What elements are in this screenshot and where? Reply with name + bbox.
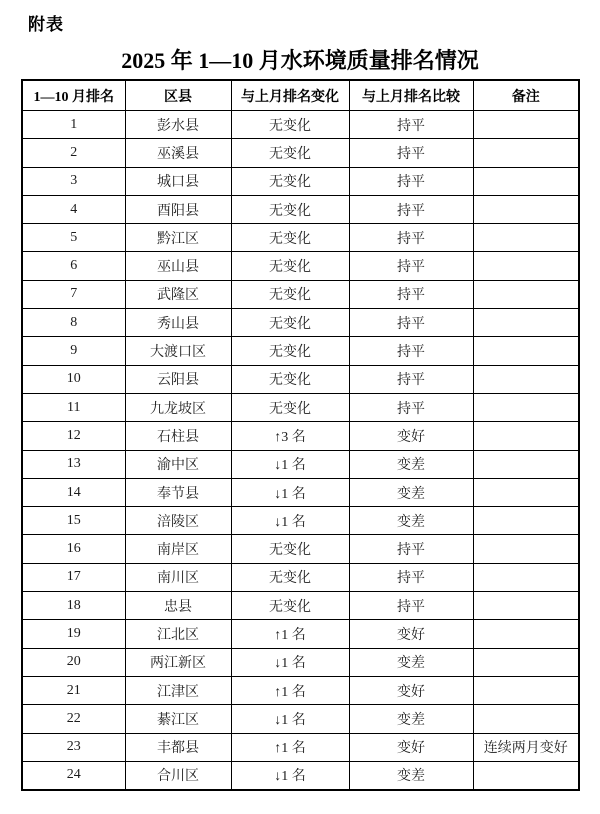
rank-cell: 9 — [22, 337, 125, 365]
table-row — [22, 252, 579, 280]
rank-cell: 14 — [22, 478, 125, 506]
district-cell: 九龙坡区 — [125, 393, 231, 421]
rank-cell: 20 — [22, 648, 125, 676]
district-cell: 黔江区 — [125, 224, 231, 252]
table-row — [22, 167, 579, 195]
district-cell: 武隆区 — [125, 280, 231, 308]
comparison-cell: 持平 — [349, 535, 473, 563]
rank-cell: 24 — [22, 761, 125, 790]
district-cell: 奉节县 — [125, 478, 231, 506]
remark-cell — [473, 478, 579, 506]
table-row — [22, 309, 579, 337]
comparison-cell: 变差 — [349, 705, 473, 733]
change-cell: ↓1 名 — [231, 507, 349, 535]
change-cell: ↑1 名 — [231, 733, 349, 761]
remark-cell — [473, 422, 579, 450]
comparison-cell: 持平 — [349, 309, 473, 337]
table-row — [22, 676, 579, 704]
district-cell: 丰都县 — [125, 733, 231, 761]
column-header-rank: 1—10 月排名 — [22, 80, 125, 111]
table-row — [22, 139, 579, 167]
district-cell: 江津区 — [125, 676, 231, 704]
table-row — [22, 733, 579, 761]
district-cell: 秀山县 — [125, 309, 231, 337]
district-cell: 两江新区 — [125, 648, 231, 676]
table-header — [22, 80, 579, 111]
change-cell: ↑1 名 — [231, 620, 349, 648]
remark-cell — [473, 252, 579, 280]
remark-cell — [473, 761, 579, 790]
column-header-comparison_vs_last_month: 与上月排名比较 — [349, 80, 473, 111]
rank-cell: 11 — [22, 393, 125, 421]
rank-cell: 6 — [22, 252, 125, 280]
table-row — [22, 648, 579, 676]
table-row — [22, 422, 579, 450]
district-cell: 大渡口区 — [125, 337, 231, 365]
rank-cell: 15 — [22, 507, 125, 535]
remark-cell — [473, 648, 579, 676]
district-cell: 石柱县 — [125, 422, 231, 450]
comparison-cell: 变差 — [349, 478, 473, 506]
rank-cell: 13 — [22, 450, 125, 478]
change-cell: 无变化 — [231, 195, 349, 223]
rank-cell: 17 — [22, 563, 125, 591]
remark-cell — [473, 592, 579, 620]
district-cell: 江北区 — [125, 620, 231, 648]
rank-cell: 19 — [22, 620, 125, 648]
change-cell: ↓1 名 — [231, 478, 349, 506]
attachment-label: 附表 — [28, 15, 64, 34]
change-cell: 无变化 — [231, 563, 349, 591]
column-header-change_vs_last_month: 与上月排名变化 — [231, 80, 349, 111]
comparison-cell: 变差 — [349, 507, 473, 535]
comparison-cell: 持平 — [349, 195, 473, 223]
district-cell: 巫山县 — [125, 252, 231, 280]
remark-cell: 连续两月变好 — [473, 733, 579, 761]
change-cell: 无变化 — [231, 111, 349, 139]
change-cell: 无变化 — [231, 280, 349, 308]
district-cell: 南岸区 — [125, 535, 231, 563]
table-row — [22, 224, 579, 252]
district-cell: 酉阳县 — [125, 195, 231, 223]
remark-cell — [473, 167, 579, 195]
table-row — [22, 280, 579, 308]
table-row — [22, 365, 579, 393]
comparison-cell: 变好 — [349, 733, 473, 761]
district-cell: 云阳县 — [125, 365, 231, 393]
table-row — [22, 592, 579, 620]
change-cell: 无变化 — [231, 224, 349, 252]
table-row — [22, 195, 579, 223]
change-cell: ↑1 名 — [231, 676, 349, 704]
comparison-cell: 持平 — [349, 393, 473, 421]
table-row — [22, 507, 579, 535]
change-cell: ↓1 名 — [231, 761, 349, 790]
district-cell: 涪陵区 — [125, 507, 231, 535]
rank-cell: 3 — [22, 167, 125, 195]
table-row — [22, 111, 579, 139]
rank-cell: 22 — [22, 705, 125, 733]
remark-cell — [473, 676, 579, 704]
change-cell: ↓1 名 — [231, 705, 349, 733]
district-cell: 綦江区 — [125, 705, 231, 733]
table-row — [22, 563, 579, 591]
district-cell: 城口县 — [125, 167, 231, 195]
district-cell: 巫溪县 — [125, 139, 231, 167]
column-header-remark: 备注 — [473, 80, 579, 111]
remark-cell — [473, 705, 579, 733]
table-row — [22, 337, 579, 365]
comparison-cell: 变好 — [349, 422, 473, 450]
remark-cell — [473, 139, 579, 167]
change-cell: 无变化 — [231, 139, 349, 167]
comparison-cell: 持平 — [349, 592, 473, 620]
comparison-cell: 变好 — [349, 676, 473, 704]
change-cell: 无变化 — [231, 309, 349, 337]
rank-cell: 8 — [22, 309, 125, 337]
comparison-cell: 持平 — [349, 139, 473, 167]
district-cell: 合川区 — [125, 761, 231, 790]
remark-cell — [473, 195, 579, 223]
change-cell: ↓1 名 — [231, 648, 349, 676]
remark-cell — [473, 507, 579, 535]
remark-cell — [473, 111, 579, 139]
rank-cell: 5 — [22, 224, 125, 252]
change-cell: ↑3 名 — [231, 422, 349, 450]
change-cell: ↓1 名 — [231, 450, 349, 478]
comparison-cell: 变差 — [349, 761, 473, 790]
change-cell: 无变化 — [231, 393, 349, 421]
rank-cell: 18 — [22, 592, 125, 620]
change-cell: 无变化 — [231, 252, 349, 280]
comparison-cell: 变差 — [349, 450, 473, 478]
rank-cell: 2 — [22, 139, 125, 167]
rank-cell: 7 — [22, 280, 125, 308]
remark-cell — [473, 563, 579, 591]
change-cell: 无变化 — [231, 365, 349, 393]
rank-cell: 4 — [22, 195, 125, 223]
rank-cell: 12 — [22, 422, 125, 450]
comparison-cell: 持平 — [349, 252, 473, 280]
comparison-cell: 变差 — [349, 648, 473, 676]
district-cell: 南川区 — [125, 563, 231, 591]
comparison-cell: 持平 — [349, 111, 473, 139]
comparison-cell: 持平 — [349, 563, 473, 591]
comparison-cell: 持平 — [349, 337, 473, 365]
table-row — [22, 478, 579, 506]
comparison-cell: 持平 — [349, 167, 473, 195]
change-cell: 无变化 — [231, 337, 349, 365]
comparison-cell: 持平 — [349, 224, 473, 252]
rank-cell: 16 — [22, 535, 125, 563]
remark-cell — [473, 393, 579, 421]
table-row — [22, 761, 579, 790]
table-row — [22, 705, 579, 733]
table-row — [22, 393, 579, 421]
rank-cell: 1 — [22, 111, 125, 139]
table-body — [22, 111, 579, 791]
district-cell: 忠县 — [125, 592, 231, 620]
change-cell: 无变化 — [231, 167, 349, 195]
comparison-cell: 变好 — [349, 620, 473, 648]
remark-cell — [473, 280, 579, 308]
rank-cell: 10 — [22, 365, 125, 393]
ranking-table — [21, 79, 580, 791]
comparison-cell: 持平 — [349, 280, 473, 308]
change-cell: 无变化 — [231, 592, 349, 620]
remark-cell — [473, 450, 579, 478]
comparison-cell: 持平 — [349, 365, 473, 393]
remark-cell — [473, 365, 579, 393]
remark-cell — [473, 337, 579, 365]
column-header-district: 区县 — [125, 80, 231, 111]
page-title: 2025 年 1—10 月水环境质量排名情况 — [121, 48, 479, 73]
table-row — [22, 620, 579, 648]
remark-cell — [473, 620, 579, 648]
table-row — [22, 535, 579, 563]
rank-cell: 23 — [22, 733, 125, 761]
rank-cell: 21 — [22, 676, 125, 704]
district-cell: 渝中区 — [125, 450, 231, 478]
header-row — [22, 80, 579, 111]
remark-cell — [473, 535, 579, 563]
district-cell: 彭水县 — [125, 111, 231, 139]
remark-cell — [473, 224, 579, 252]
table-row — [22, 450, 579, 478]
remark-cell — [473, 309, 579, 337]
change-cell: 无变化 — [231, 535, 349, 563]
